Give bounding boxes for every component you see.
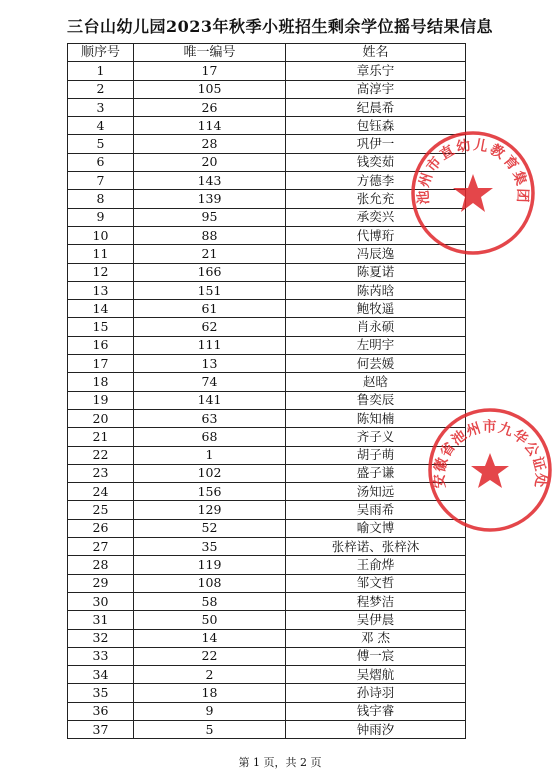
star-icon — [471, 453, 509, 488]
cell-order: 10 — [68, 226, 134, 244]
table-row — [68, 245, 466, 263]
cell-name: 冯辰逸 — [286, 245, 466, 263]
table-row — [68, 62, 466, 80]
results-table — [67, 43, 466, 739]
table-row — [68, 281, 466, 299]
cell-order: 19 — [68, 391, 134, 409]
cell-name: 肖永硕 — [286, 318, 466, 336]
cell-order: 28 — [68, 556, 134, 574]
cell-name: 钟雨汐 — [286, 720, 466, 738]
cell-name: 喻文博 — [286, 519, 466, 537]
cell-order: 7 — [68, 172, 134, 190]
cell-id: 52 — [134, 519, 286, 537]
cell-order: 37 — [68, 720, 134, 738]
cell-name: 方德李 — [286, 172, 466, 190]
cell-id: 35 — [134, 538, 286, 556]
cell-id: 111 — [134, 336, 286, 354]
header-name: 姓名 — [286, 44, 466, 62]
cell-id: 28 — [134, 135, 286, 153]
cell-order: 15 — [68, 318, 134, 336]
cell-order: 26 — [68, 519, 134, 537]
cell-id: 9 — [134, 702, 286, 720]
table-row — [68, 117, 466, 135]
cell-id: 114 — [134, 117, 286, 135]
cell-name: 张允充 — [286, 190, 466, 208]
cell-name: 程梦洁 — [286, 592, 466, 610]
table-row — [68, 226, 466, 244]
cell-name: 包钰森 — [286, 117, 466, 135]
cell-order: 5 — [68, 135, 134, 153]
table-row — [68, 135, 466, 153]
cell-order: 14 — [68, 300, 134, 318]
cell-order: 8 — [68, 190, 134, 208]
table-row — [68, 153, 466, 171]
table-row — [68, 519, 466, 537]
cell-order: 31 — [68, 611, 134, 629]
cell-name: 傅一宸 — [286, 647, 466, 665]
table-row — [68, 428, 466, 446]
cell-order: 25 — [68, 501, 134, 519]
cell-id: 58 — [134, 592, 286, 610]
cell-order: 16 — [68, 336, 134, 354]
cell-order: 27 — [68, 538, 134, 556]
cell-id: 108 — [134, 574, 286, 592]
table-row — [68, 538, 466, 556]
cell-name: 鲁奕辰 — [286, 391, 466, 409]
cell-order: 12 — [68, 263, 134, 281]
cell-name: 承奕兴 — [286, 208, 466, 226]
cell-name: 陈芮晗 — [286, 281, 466, 299]
cell-id: 143 — [134, 172, 286, 190]
table-row — [68, 355, 466, 373]
cell-order: 4 — [68, 117, 134, 135]
table-row — [68, 208, 466, 226]
cell-order: 17 — [68, 355, 134, 373]
cell-name: 盛子谦 — [286, 464, 466, 482]
cell-id: 88 — [134, 226, 286, 244]
cell-name: 吴雨希 — [286, 501, 466, 519]
cell-order: 13 — [68, 281, 134, 299]
cell-id: 166 — [134, 263, 286, 281]
cell-id: 18 — [134, 684, 286, 702]
cell-order: 22 — [68, 446, 134, 464]
cell-name: 吴伊晨 — [286, 611, 466, 629]
table-row — [68, 720, 466, 738]
cell-id: 119 — [134, 556, 286, 574]
cell-id: 141 — [134, 391, 286, 409]
cell-id: 129 — [134, 501, 286, 519]
cell-name: 高淳宇 — [286, 80, 466, 98]
cell-id: 62 — [134, 318, 286, 336]
cell-order: 18 — [68, 373, 134, 391]
table-row — [68, 464, 466, 482]
cell-order: 11 — [68, 245, 134, 263]
cell-order: 2 — [68, 80, 134, 98]
cell-id: 2 — [134, 666, 286, 684]
cell-name: 赵晗 — [286, 373, 466, 391]
cell-id: 21 — [134, 245, 286, 263]
page-footer: 第 1 页，共 2 页 — [238, 756, 322, 769]
cell-name: 齐子义 — [286, 428, 466, 446]
table-row — [68, 318, 466, 336]
cell-id: 20 — [134, 153, 286, 171]
cell-name: 代博珩 — [286, 226, 466, 244]
cell-name: 邹文哲 — [286, 574, 466, 592]
cell-order: 1 — [68, 62, 134, 80]
cell-name: 纪晨希 — [286, 98, 466, 116]
table-row — [68, 409, 466, 427]
cell-id: 13 — [134, 355, 286, 373]
cell-name: 陈知楠 — [286, 409, 466, 427]
cell-name: 钱奕茹 — [286, 153, 466, 171]
cell-id: 74 — [134, 373, 286, 391]
cell-order: 24 — [68, 483, 134, 501]
cell-id: 151 — [134, 281, 286, 299]
cell-id: 105 — [134, 80, 286, 98]
cell-order: 30 — [68, 592, 134, 610]
cell-id: 63 — [134, 409, 286, 427]
table-row — [68, 702, 466, 720]
cell-name: 胡子萌 — [286, 446, 466, 464]
table-row — [68, 629, 466, 647]
cell-name: 汤知远 — [286, 483, 466, 501]
page-title: 三台山幼儿园2023年秋季小班招生剩余学位摇号结果信息 — [66, 17, 494, 36]
header-order: 顺序号 — [68, 44, 134, 62]
cell-id: 5 — [134, 720, 286, 738]
cell-name: 孙诗羽 — [286, 684, 466, 702]
table-row — [68, 391, 466, 409]
cell-order: 29 — [68, 574, 134, 592]
cell-name: 王俞烨 — [286, 556, 466, 574]
table-row — [68, 446, 466, 464]
table-row — [68, 190, 466, 208]
table-row — [68, 336, 466, 354]
cell-name: 章乐宁 — [286, 62, 466, 80]
cell-id: 61 — [134, 300, 286, 318]
cell-order: 33 — [68, 647, 134, 665]
cell-order: 6 — [68, 153, 134, 171]
cell-id: 139 — [134, 190, 286, 208]
cell-id: 102 — [134, 464, 286, 482]
cell-name: 张梓诺、张梓沐 — [286, 538, 466, 556]
cell-order: 20 — [68, 409, 134, 427]
cell-name: 巩伊一 — [286, 135, 466, 153]
cell-id: 14 — [134, 629, 286, 647]
table-row — [68, 300, 466, 318]
cell-order: 35 — [68, 684, 134, 702]
cell-id: 22 — [134, 647, 286, 665]
cell-name: 陈夏诺 — [286, 263, 466, 281]
table-row — [68, 574, 466, 592]
cell-name: 邓 杰 — [286, 629, 466, 647]
cell-name: 何芸媛 — [286, 355, 466, 373]
table-row — [68, 98, 466, 116]
table-row — [68, 556, 466, 574]
cell-order: 32 — [68, 629, 134, 647]
table-row — [68, 684, 466, 702]
cell-id: 50 — [134, 611, 286, 629]
table-row — [68, 373, 466, 391]
cell-id: 1 — [134, 446, 286, 464]
cell-order: 23 — [68, 464, 134, 482]
cell-name: 钱宇睿 — [286, 702, 466, 720]
cell-name: 左明宇 — [286, 336, 466, 354]
cell-id: 95 — [134, 208, 286, 226]
cell-name: 鲍牧遥 — [286, 300, 466, 318]
header-id: 唯一编号 — [134, 44, 286, 62]
cell-order: 21 — [68, 428, 134, 446]
table-row — [68, 501, 466, 519]
cell-id: 156 — [134, 483, 286, 501]
cell-id: 68 — [134, 428, 286, 446]
table-row — [68, 483, 466, 501]
table-header-row — [68, 44, 466, 62]
cell-order: 36 — [68, 702, 134, 720]
cell-order: 34 — [68, 666, 134, 684]
seal-1-text: 池州市直幼儿教育集团 — [415, 137, 531, 205]
table-row — [68, 592, 466, 610]
table-row — [68, 611, 466, 629]
cell-order: 9 — [68, 208, 134, 226]
cell-id: 26 — [134, 98, 286, 116]
cell-id: 17 — [134, 62, 286, 80]
cell-order: 3 — [68, 98, 134, 116]
cell-name: 吴熠航 — [286, 666, 466, 684]
table-body — [68, 62, 466, 739]
seal-2-text: 安徽省池州市九华公证处 — [431, 419, 549, 489]
table-row — [68, 263, 466, 281]
table-row — [68, 666, 466, 684]
table-row — [68, 80, 466, 98]
table-row — [68, 172, 466, 190]
table-row — [68, 647, 466, 665]
